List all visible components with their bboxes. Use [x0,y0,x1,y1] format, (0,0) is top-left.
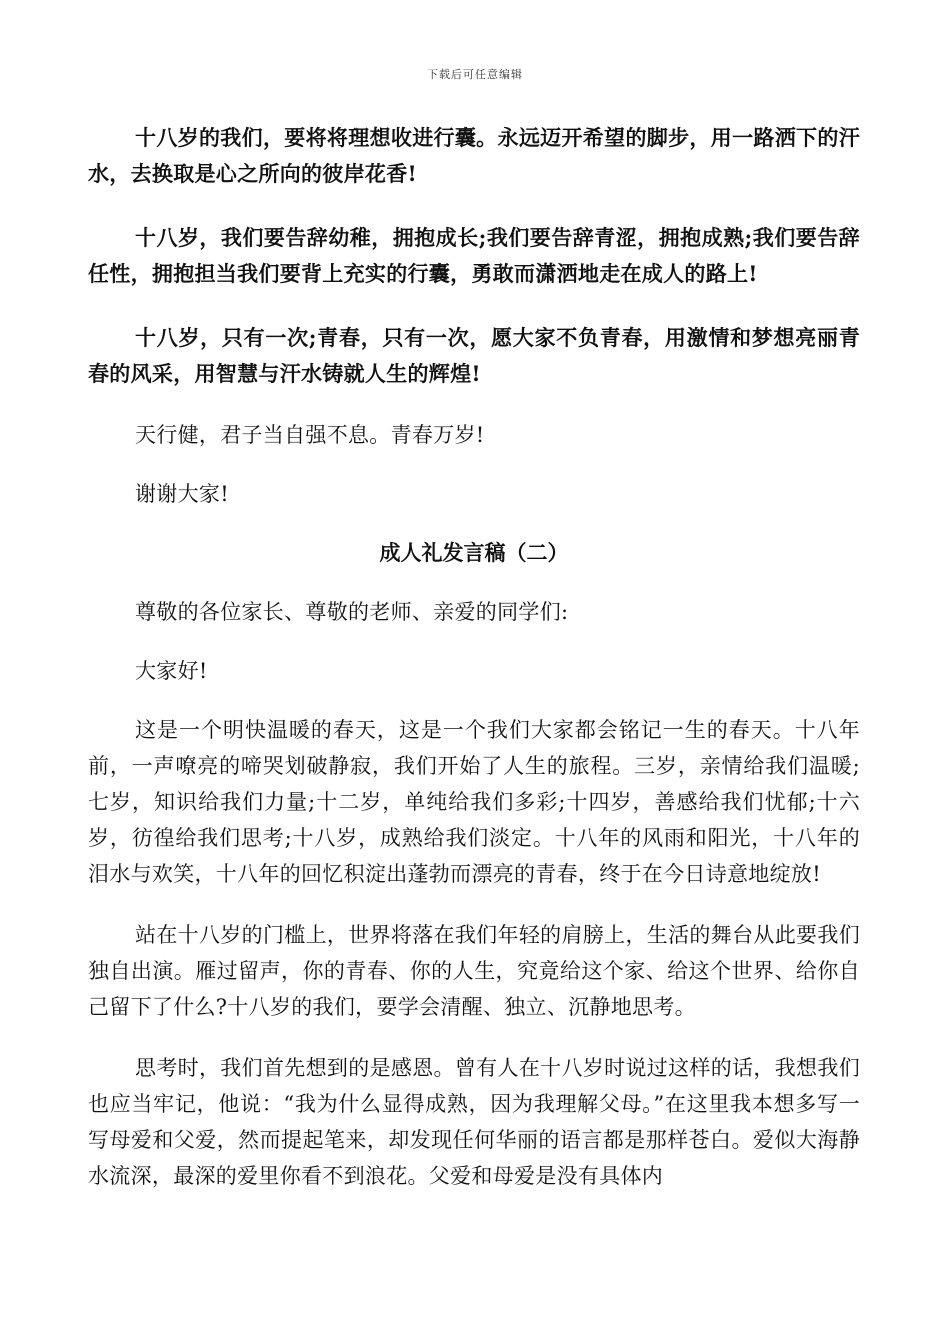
body-paragraph-3: 思考时，我们首先想到的是感恩。曾有人在十八岁时说过这样的话，我想我们也应当牢记，他说：“我为什么显得成熟，因为我理解父母。”在这里我本想多写一写母爱和父爱，然而提起笔来，却发现任何华丽的语言都是那样苍白。爱似大海静水流深，最深的爱里你看不到浪花。父爱和母爱是没有具体内 [88,1056,860,1188]
body-paragraph-2: 站在十八岁的门槛上，世界将落在我们年轻的肩膀上，生活的舞台从此要我们独自出演。雁过留声，你的青春、你的人生，究竟给这个家、给这个世界、给你自己留下了什么?十八岁的我们，要学会清醒、独立、沉静地思考。 [88,923,860,1019]
paragraph-bold-3: 十八岁，只有一次;青春，只有一次，愿大家不负青春，用激情和梦想亮丽青春的风采，用智慧与汗水铸就人生的辉煌! [88,325,860,386]
greeting: 大家好! [135,659,208,683]
body-paragraph-1: 这是一个明快温暖的春天，这是一个我们大家都会铭记一生的春天。十八年前，一声嘹亮的啼哭划破静寂，我们开始了人生的旅程。三岁，亲情给我们温暖;七岁，知识给我们力量;十二岁，单纯给我们多彩;十四岁，善感给我们忧郁;十六岁，彷徨给我们思考;十八岁，成熟给我们淡定。十八年的风雨和阳光，十八年的泪水与欢笑，十八年的回忆积淀出蓬勃而漂亮的青春，终于在今日诗意地绽放! [88,718,860,886]
paragraph-bold-2: 十八岁，我们要告辞幼稚，拥抱成长;我们要告辞青涩，拥抱成熟;我们要告辞任性，拥抱担当我们要背上充实的行囊，勇敢而潇洒地走在成人的路上! [88,225,860,286]
salutation: 尊敬的各位家长、尊敬的老师、亲爱的同学们: [135,600,569,624]
header-note: 下载后可任意编辑 [427,68,523,81]
paragraph-bold-1: 十八岁的我们，要将将理想收进行囊。永远迈开希望的脚步，用一路洒下的汗水，去换取是心之所向的彼岸花香! [88,125,860,186]
section-title: 成人礼发言稿（二） [379,540,569,565]
closing-line-2: 谢谢大家! [135,482,229,506]
closing-line-1: 天行健，君子当自强不息。青春万岁! [135,423,485,447]
document-body [88,120,860,1194]
